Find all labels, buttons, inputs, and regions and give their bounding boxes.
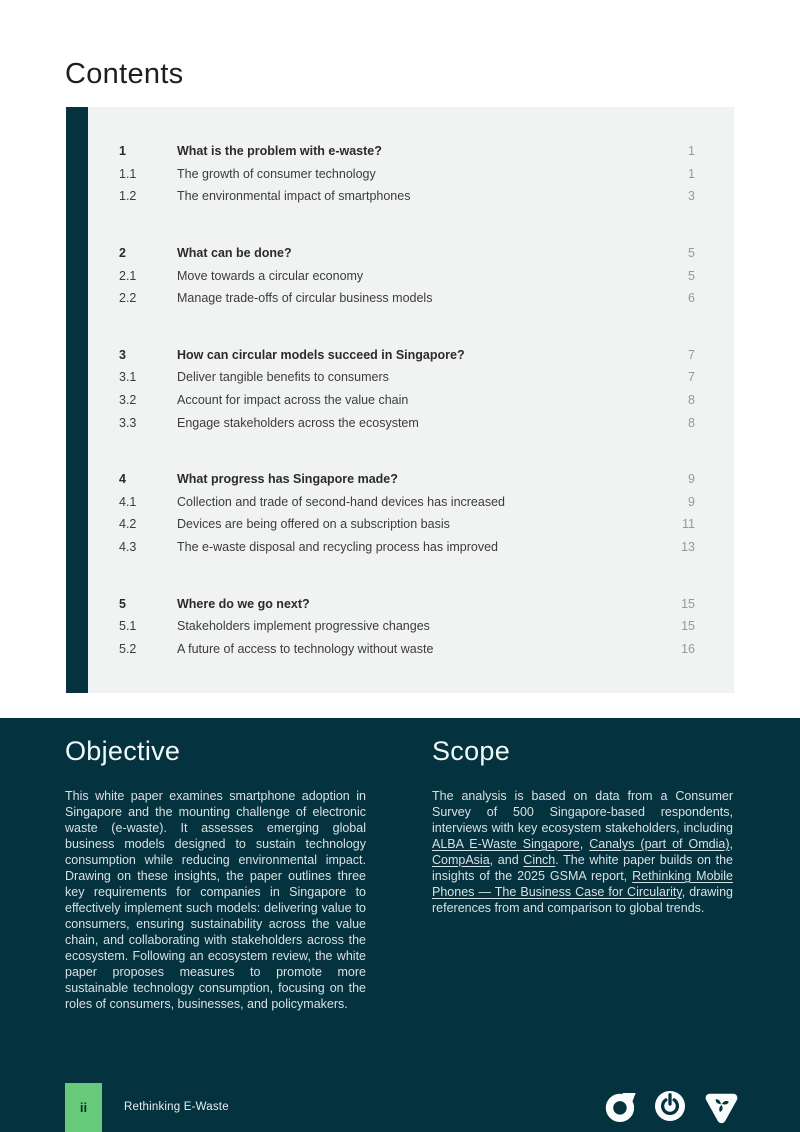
toc-entry-page: 5 (688, 246, 695, 261)
toc-row[interactable] (119, 491, 695, 514)
toc-row[interactable] (119, 264, 695, 287)
footer-doc-title: Rethinking E-Waste (124, 1101, 229, 1113)
toc-entry-page: 9 (688, 494, 695, 509)
toc-row[interactable] (119, 344, 695, 367)
toc-entry-title: The growth of consumer technology (177, 166, 376, 181)
toc-entry-number: 3.2 (119, 393, 137, 408)
toc-entry-number: 2.2 (119, 291, 137, 306)
footer-logos (604, 1088, 740, 1124)
toc-entry-title: Move towards a circular economy (177, 268, 364, 283)
objective-column (65, 736, 366, 1012)
toc-entry-page: 3 (688, 189, 695, 204)
toc-entry-number: 2 (119, 246, 126, 261)
scope-body (432, 788, 733, 916)
toc-row[interactable] (119, 366, 695, 389)
toc-group (119, 242, 695, 310)
toc-entry-title: Devices are being offered on a subscription basis (177, 517, 450, 532)
toc-entry-title: What is the problem with e-waste? (177, 144, 382, 159)
toc-entry-title: Account for impact across the value chain (177, 393, 409, 408)
toc-row[interactable] (119, 185, 695, 208)
toc-row[interactable] (119, 536, 695, 559)
toc-entry-page: 11 (682, 517, 695, 532)
toc-entry-page: 9 (688, 472, 695, 487)
objective-heading: Objective (65, 736, 181, 766)
toc-entry-number: 5.2 (119, 641, 137, 656)
toc-row[interactable] (119, 411, 695, 434)
toc-entry-page: 5 (688, 268, 695, 283)
toc-entry-number: 3 (119, 347, 126, 362)
toc-entry-title: The e-waste disposal and recycling process has improved (177, 540, 498, 555)
toc-row[interactable] (119, 592, 695, 615)
summary-section (0, 718, 800, 1132)
toc-entry-page: 8 (688, 393, 695, 408)
toc-row[interactable] (119, 615, 695, 638)
toc-entry-number: 5.1 (119, 619, 137, 634)
toc-entry-number: 2.1 (119, 268, 137, 283)
toc-entry-title: How can circular models succeed in Singapore? (177, 347, 465, 362)
toc-entry-number: 1.1 (119, 166, 137, 181)
scope-text-segment: , (729, 837, 734, 851)
scope-text-segment: , (579, 837, 590, 851)
toc-entry-page: 7 (688, 370, 695, 385)
ring-tail-logo-icon (604, 1090, 637, 1123)
toc-group (119, 140, 695, 208)
toc-row[interactable] (119, 287, 695, 310)
toc-content (88, 107, 734, 693)
toc-accent-bar (66, 107, 88, 693)
scope-heading: Scope (432, 736, 511, 766)
toc-row[interactable] (119, 638, 695, 661)
toc-entry-number: 3.3 (119, 415, 137, 430)
scope-text-segment: , and (489, 853, 524, 867)
toc-group (119, 592, 695, 660)
toc-entry-title: Stakeholders implement progressive changes (177, 619, 430, 634)
toc-entry-title: What can be done? (177, 246, 292, 261)
page-title: Contents (65, 58, 184, 90)
toc-entry-page: 16 (681, 641, 695, 656)
toc-entry-title: A future of access to technology without waste (177, 641, 434, 656)
scope-text-segment: The analysis is based on data from a Consumer Survey of 500 Singapore-based respondents, interviews with key ecosystem stakeholders, including (432, 789, 733, 835)
scope-text-segment: . The white paper builds on the insights of the 2025 GSMA report, (432, 853, 734, 883)
toc-entry-number: 5 (119, 596, 126, 611)
toc-entry-page: 8 (688, 415, 695, 430)
table-of-contents (66, 107, 734, 693)
toc-entry-page: 13 (681, 540, 695, 555)
scope-reference-link[interactable]: Cinch (523, 853, 556, 867)
scope-reference-link[interactable]: Rethinking Mobile Phones — The Business Case for Circularity (432, 869, 734, 899)
toc-row[interactable] (119, 163, 695, 186)
page-number-badge: ii (65, 1083, 102, 1132)
objective-body: This white paper examines smartphone adoption in Singapore and the mounting challenge of electronic waste (e-waste). It assesses emerging global business models designed to sustain technology consumption while reducing environmental impact. Drawing on these insights, the paper outlines three key requirements for companies in Singapore to effectively implement such models: delivering value to consumers, ensuring sustainability across the value chain, and collaborating with stakeholders across the ecosystem. Following an ecosystem review, the white paper proposes measures to promote more sustainable technology consumption, focusing on the roles of consumers, businesses, and policymakers. (65, 789, 366, 1011)
toc-entry-number: 1.2 (119, 189, 137, 204)
toc-entry-number: 4.3 (119, 540, 137, 555)
toc-entry-page: 7 (688, 347, 695, 362)
toc-entry-number: 3.1 (119, 370, 137, 385)
toc-entry-page: 1 (688, 166, 695, 181)
toc-entry-page: 1 (688, 144, 695, 159)
toc-entry-number: 4 (119, 472, 126, 487)
toc-row[interactable] (119, 140, 695, 163)
toc-entry-page: 15 (681, 596, 695, 611)
toc-entry-title: Manage trade-offs of circular business models (177, 291, 433, 306)
toc-entry-title: The environmental impact of smartphones (177, 189, 411, 204)
scope-column (432, 736, 733, 916)
toc-entry-title: Collection and trade of second-hand devices has increased (177, 494, 505, 509)
power-circle-logo-icon (653, 1089, 687, 1123)
toc-entry-title: Deliver tangible benefits to consumers (177, 370, 389, 385)
toc-entry-page: 15 (681, 619, 695, 634)
toc-row[interactable] (119, 513, 695, 536)
toc-group (119, 344, 695, 434)
scope-reference-link[interactable]: Canalys (part of Omdia) (589, 837, 730, 851)
scope-text-segment: , drawing references from and comparison to global trends. (432, 885, 733, 915)
toc-row[interactable] (119, 389, 695, 412)
toc-entry-title: Engage stakeholders across the ecosystem (177, 415, 419, 430)
scope-reference-link[interactable]: CompAsia (432, 853, 490, 867)
toc-entry-title: Where do we go next? (177, 596, 310, 611)
toc-group (119, 468, 695, 558)
toc-entry-title: What progress has Singapore made? (177, 472, 398, 487)
toc-entry-page: 6 (688, 291, 695, 306)
scope-reference-link[interactable]: ALBA E-Waste Singapore (432, 837, 580, 851)
recycle-triangle-logo-icon (703, 1088, 740, 1124)
toc-row[interactable] (119, 242, 695, 265)
toc-entry-number: 4.2 (119, 517, 137, 532)
toc-entry-number: 1 (119, 144, 126, 159)
toc-row[interactable] (119, 468, 695, 491)
toc-entry-number: 4.1 (119, 494, 137, 509)
